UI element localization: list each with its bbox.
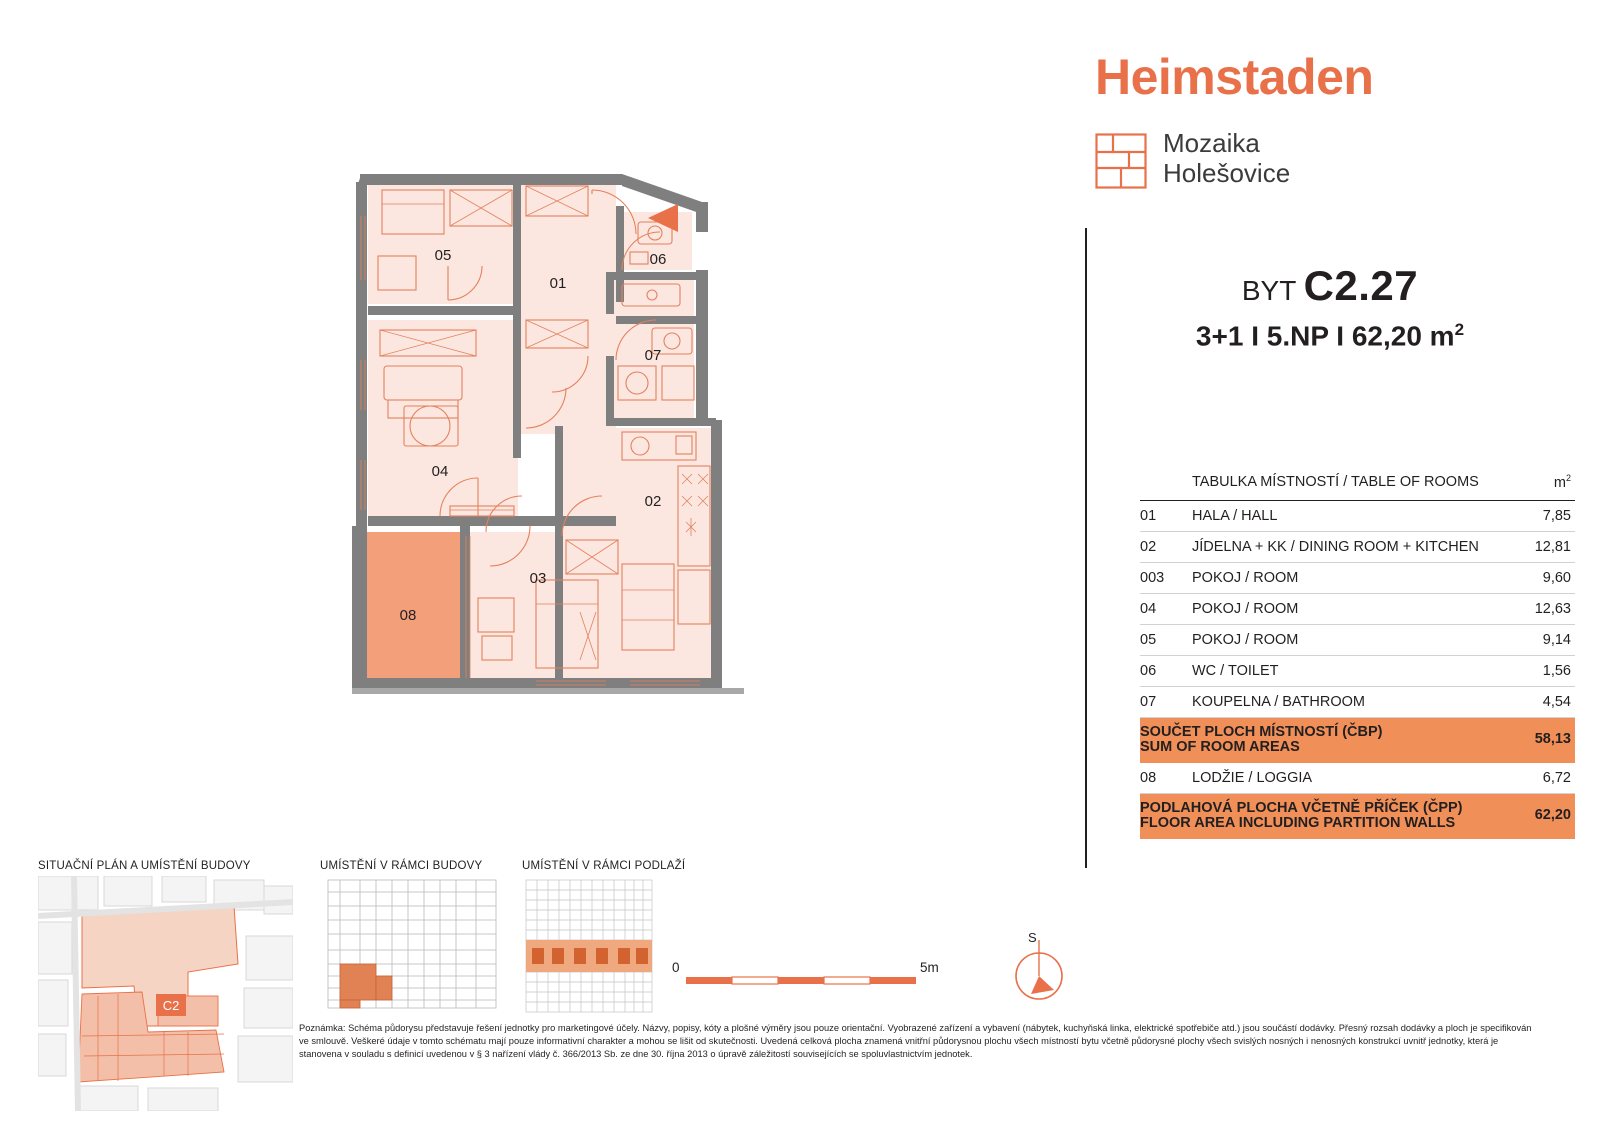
- room-label-06: 06: [649, 251, 667, 268]
- table-header-row: [1140, 466, 1575, 500]
- room-area: 9,60: [1513, 562, 1575, 593]
- room-label-04: 04: [431, 463, 449, 480]
- rooms-table: [1140, 466, 1575, 839]
- room-area: 1,56: [1513, 655, 1575, 686]
- project-line-2: Holešovice: [1163, 158, 1291, 188]
- project-name: [1163, 128, 1290, 188]
- floor-location-plan: [522, 876, 657, 1016]
- room-label-01: 01: [549, 275, 567, 292]
- table-header-unit: $m^2$: [1513, 466, 1575, 500]
- table-header-blank: [1140, 466, 1192, 500]
- unit-title: [1085, 262, 1575, 310]
- floor-plan-svg: [330, 160, 770, 740]
- table-row: [1140, 624, 1575, 655]
- room-name: POKOJ / ROOM: [1192, 562, 1513, 593]
- table-row: [1140, 531, 1575, 562]
- total-row: [1140, 793, 1575, 838]
- room-area: 6,72: [1513, 762, 1575, 793]
- scale-end-label: 5m: [920, 960, 939, 975]
- project-line-1: Mozaika: [1163, 128, 1260, 158]
- situation-marker: C2: [162, 998, 180, 1013]
- unit-prefix: BYT: [1241, 275, 1296, 306]
- room-number: 05: [1140, 624, 1192, 655]
- info-panel: [1085, 0, 1600, 1131]
- room-label-02: 02: [644, 493, 662, 510]
- room-name: HALA / HALL: [1192, 500, 1513, 531]
- room-label-03: 03: [529, 570, 547, 587]
- room-name: JÍDELNA + KK / DINING ROOM + KITCHEN: [1192, 531, 1513, 562]
- unit-layout: 3+1 I 5.NP I 62,20 $m^2$: [1195, 320, 1465, 352]
- table-row: [1140, 593, 1575, 624]
- floor-caption: UMÍSTĚNÍ V RÁMCI PODLAŽÍ: [522, 860, 686, 872]
- room-area: 9,14: [1513, 624, 1575, 655]
- room-number: 003: [1140, 562, 1192, 593]
- room-area: 7,85: [1513, 500, 1575, 531]
- room-label-05: 05: [434, 247, 452, 264]
- room-name: LODŽIE / LOGGIA: [1192, 762, 1513, 793]
- situation-caption: SITUAČNÍ PLÁN A UMÍSTĚNÍ BUDOVY: [38, 860, 251, 872]
- table-header-label: TABULKA MÍSTNOSTÍ / TABLE OF ROOMS: [1192, 466, 1513, 500]
- room-label-08: 08: [399, 607, 417, 624]
- situation-plan: [38, 876, 293, 1111]
- sum-label: SOUČET PLOCH MÍSTNOSTÍ (ČBP) SUM OF ROOM AREAS: [1140, 717, 1513, 762]
- room-area: 12,63: [1513, 593, 1575, 624]
- total-label: PODLAHOVÁ PLOCHA VČETNĚ PŘÍČEK (ČPP) FLOOR AREA INCLUDING PARTITION WALLS: [1140, 793, 1513, 838]
- unit-layout-text: 3+1 I 5.NP I 62,20 m: [1195, 320, 1455, 352]
- room-number: 04: [1140, 593, 1192, 624]
- table-row: [1140, 762, 1575, 793]
- grid-logo-icon: [1095, 133, 1147, 189]
- disclaimer-note: Poznámka: Schéma půdorysu představuje řešení jednotky pro marketingové účely. Názvy, popisy, kóty a plošné výměry jsou pouze orientační. Vyobrazené zařízení a vybavení (nábytek, kuchyňská linka, elektrické spotřebiče atd.) jsou součástí dodávky. Přesný rozsah dodávky a ploch je specifikován ve smlouvě. Veškeré údaje v tomto schématu mají pouze informativní charakter a mohou se lišit od skutečnosti. Uvedená celková plocha znamená vnitřní půdorysnou plochu všech místností bytu včetně půdorysné plochy všech svislých nosných i nenosných konstrukcí uvnitř jednotky, která je stanovena v souladu s definicí uvedenou v § 3 nařízení vlády č. 366/2013 Sb. ze dne 30. října 2013 o úpravě záležitostí souvisejících se spoluvlastnictvím jednotek.: [299, 1023, 1532, 1060]
- brand-name: Heimstaden: [1095, 49, 1374, 105]
- room-number: 08: [1140, 762, 1192, 793]
- room-number: 01: [1140, 500, 1192, 531]
- unit-code: C2.27: [1303, 262, 1419, 309]
- compass-label: S: [1028, 930, 1037, 945]
- room-number: 02: [1140, 531, 1192, 562]
- table-row: [1140, 562, 1575, 593]
- compass: [1010, 930, 1072, 1006]
- building-location-plan: [320, 876, 505, 1016]
- scale-start-label: 0: [672, 960, 680, 975]
- room-area: 12,81: [1513, 531, 1575, 562]
- room-name: WC / TOILET: [1192, 655, 1513, 686]
- floor-plan: [330, 160, 770, 740]
- room-area: 4,54: [1513, 686, 1575, 717]
- scale-bar: [672, 963, 942, 1003]
- total-area: 62,20: [1513, 793, 1575, 838]
- building-caption: UMÍSTĚNÍ V RÁMCI BUDOVY: [320, 860, 483, 872]
- room-label-07: 07: [644, 347, 662, 364]
- table-row: [1140, 500, 1575, 531]
- room-name: POKOJ / ROOM: [1192, 624, 1513, 655]
- sum-row: [1140, 717, 1575, 762]
- table-row: [1140, 655, 1575, 686]
- sum-area: 58,13: [1513, 717, 1575, 762]
- room-name: POKOJ / ROOM: [1192, 593, 1513, 624]
- room-name: KOUPELNA / BATHROOM: [1192, 686, 1513, 717]
- room-number: 07: [1140, 686, 1192, 717]
- table-row: [1140, 686, 1575, 717]
- room-number: 06: [1140, 655, 1192, 686]
